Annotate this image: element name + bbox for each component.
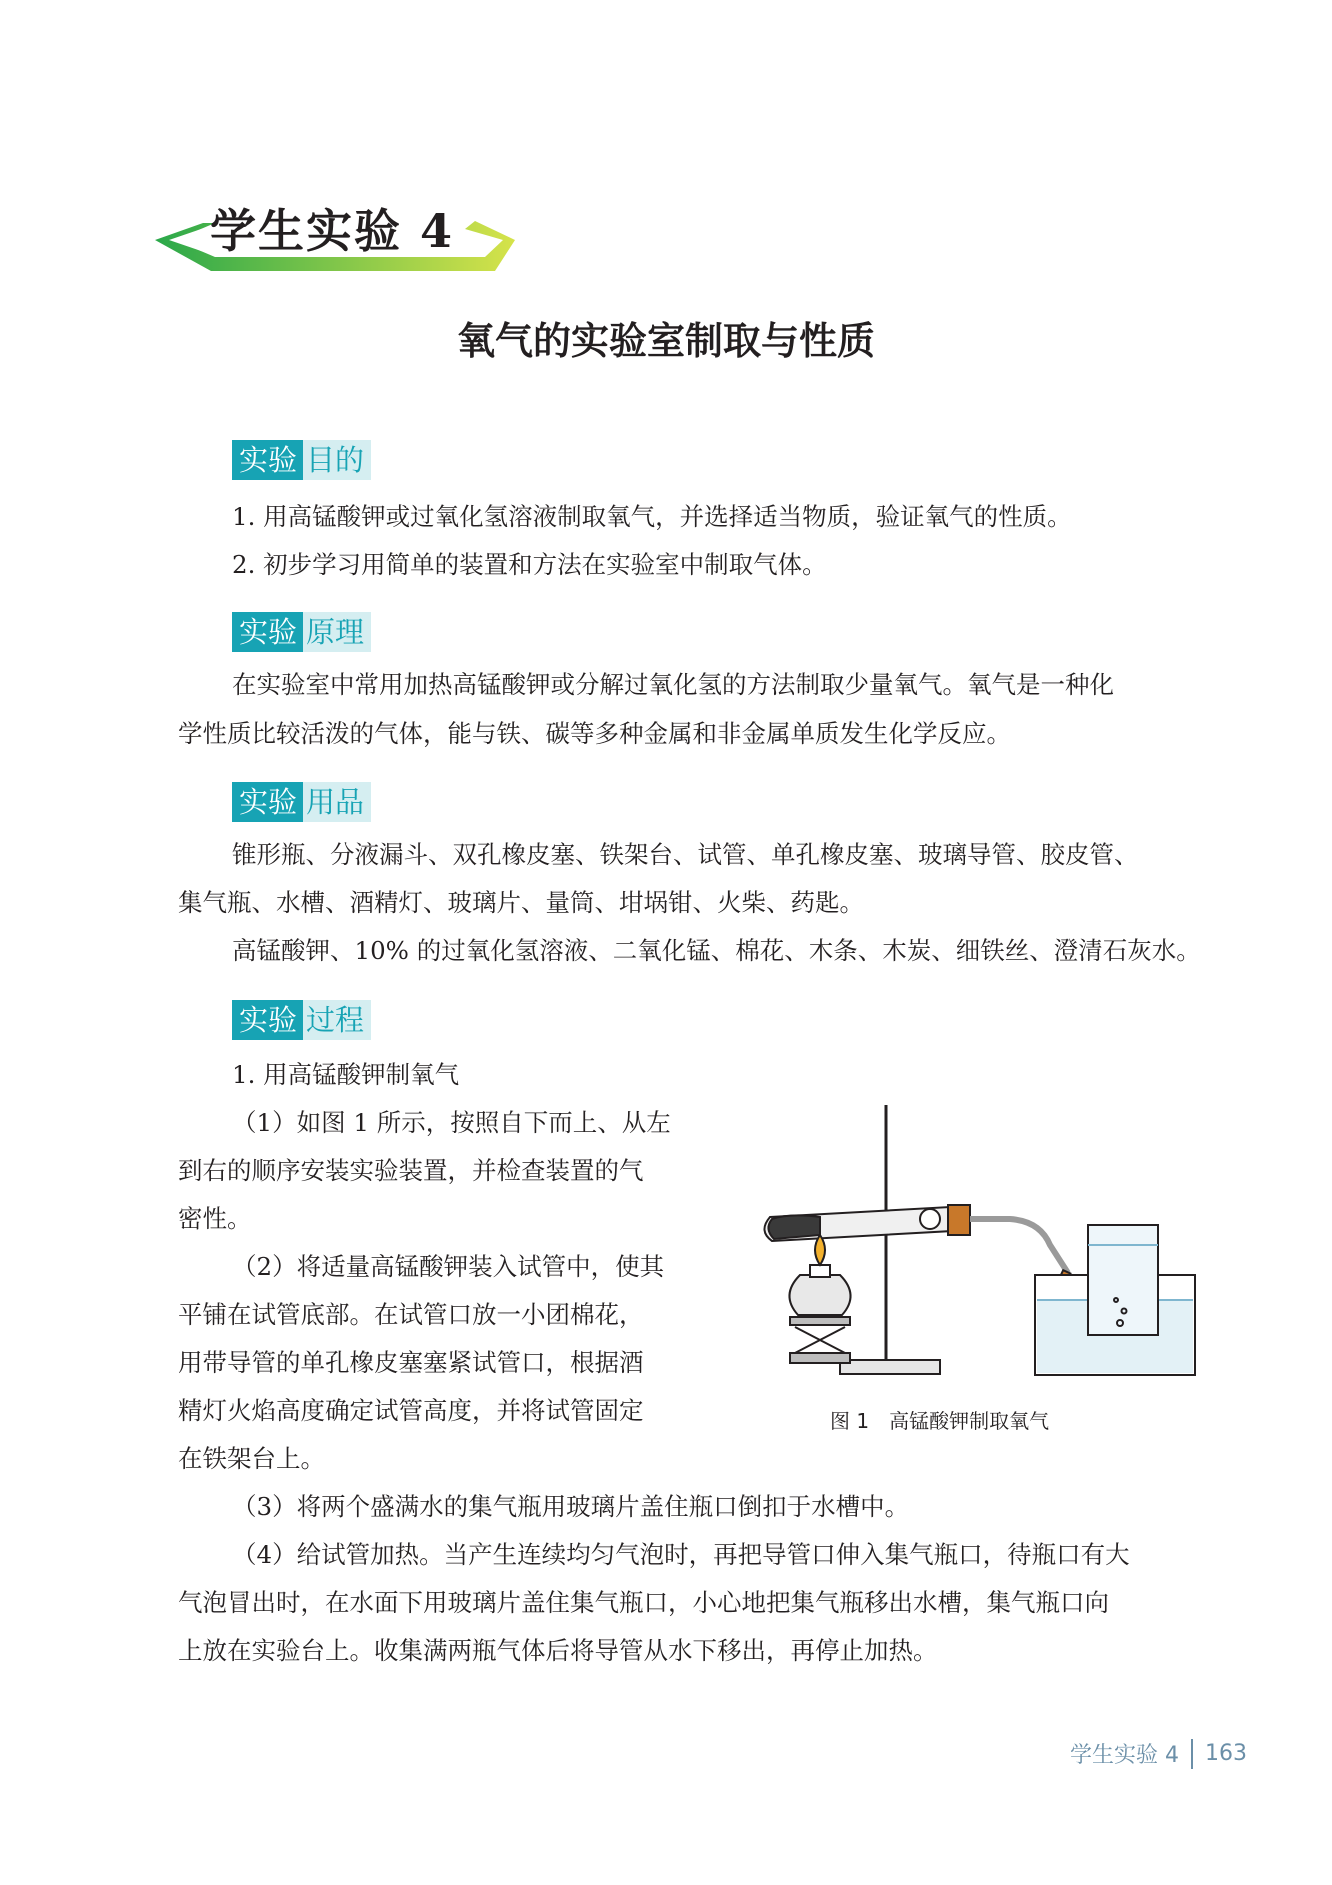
section-heading-suffix: 原理	[303, 612, 371, 652]
section-heading-prefix: 实验	[232, 440, 303, 480]
principle-line-1: 在实验室中常用加热高锰酸钾或分解过氧化氢的方法制取少量氧气。氧气是一种化	[232, 670, 1114, 699]
principle-line-2: 学性质比较活泼的气体，能与铁、碳等多种金属和非金属单质发生化学反应。	[178, 719, 1011, 748]
step4-line-1: （4）给试管加热。当产生连续均匀气泡时，再把导管口伸入集气瓶口，待瓶口有大	[232, 1540, 1130, 1569]
step1-line-3: 密性。	[178, 1204, 252, 1233]
section-heading-prefix: 实验	[232, 1000, 303, 1040]
materials-line-2: 集气瓶、水槽、酒精灯、玻璃片、量筒、坩埚钳、火柴、药匙。	[178, 888, 864, 917]
section-heading-process	[232, 1000, 371, 1040]
step2-line-5: 在铁架台上。	[178, 1444, 325, 1473]
chapter-banner	[155, 185, 515, 275]
materials-line-1: 锥形瓶、分液漏斗、双孔橡皮塞、铁架台、试管、单孔橡皮塞、玻璃导管、胶皮管、	[232, 840, 1139, 869]
step2-line-1: （2）将适量高锰酸钾装入试管中，使其	[232, 1252, 665, 1281]
page-title: 氧气的实验室制取与性质	[456, 318, 875, 363]
section-heading-purpose	[232, 440, 371, 480]
apparatus-illustration	[750, 1095, 1200, 1395]
footer-chapter-label: 学生实验 4	[1070, 1743, 1179, 1768]
step4-line-2: 气泡冒出时，在水面下用玻璃片盖住集气瓶口，小心地把集气瓶移出水槽，集气瓶口向	[178, 1588, 1109, 1617]
step1-line-1: （1）如图 1 所示，按照自下而上、从左	[232, 1108, 671, 1137]
page-footer	[1070, 1738, 1247, 1769]
section-heading-prefix: 实验	[232, 612, 303, 652]
step2-line-2: 平铺在试管底部。在试管口放一小团棉花，	[178, 1300, 644, 1329]
banner-title: 学生实验 4	[210, 204, 455, 258]
step1-line-2: 到右的顺序安装实验装置，并检查装置的气	[178, 1156, 644, 1185]
materials-line-3: 高锰酸钾、10% 的过氧化氢溶液、二氧化锰、棉花、木条、木炭、细铁丝、澄清石灰水。	[232, 936, 1201, 965]
section-heading-suffix: 用品	[303, 782, 371, 822]
purpose-line-2: 2. 初步学习用简单的装置和方法在实验室中制取气体。	[232, 550, 827, 579]
section-heading-prefix: 实验	[232, 782, 303, 822]
section-heading-principle	[232, 612, 371, 652]
figure-caption: 图 1 高锰酸钾制取氧气	[830, 1409, 1050, 1433]
purpose-line-1: 1. 用高锰酸钾或过氧化氢溶液制取氧气，并选择适当物质，验证氧气的性质。	[232, 502, 1072, 531]
page-number: 163	[1205, 1741, 1247, 1766]
section-heading-materials	[232, 782, 371, 822]
section-heading-suffix: 目的	[303, 440, 371, 480]
process-heading: 1. 用高锰酸钾制氧气	[232, 1060, 460, 1089]
step3-line: （3）将两个盛满水的集气瓶用玻璃片盖住瓶口倒扣于水槽中。	[232, 1492, 910, 1521]
footer-divider	[1191, 1739, 1193, 1769]
apparatus-figure	[750, 1095, 1200, 1415]
step2-line-4: 精灯火焰高度确定试管高度，并将试管固定	[178, 1396, 644, 1425]
step4-line-3: 上放在实验台上。收集满两瓶气体后将导管从水下移出，再停止加热。	[178, 1636, 938, 1665]
section-heading-suffix: 过程	[303, 1000, 371, 1040]
step2-line-3: 用带导管的单孔橡皮塞塞紧试管口，根据酒	[178, 1348, 644, 1377]
